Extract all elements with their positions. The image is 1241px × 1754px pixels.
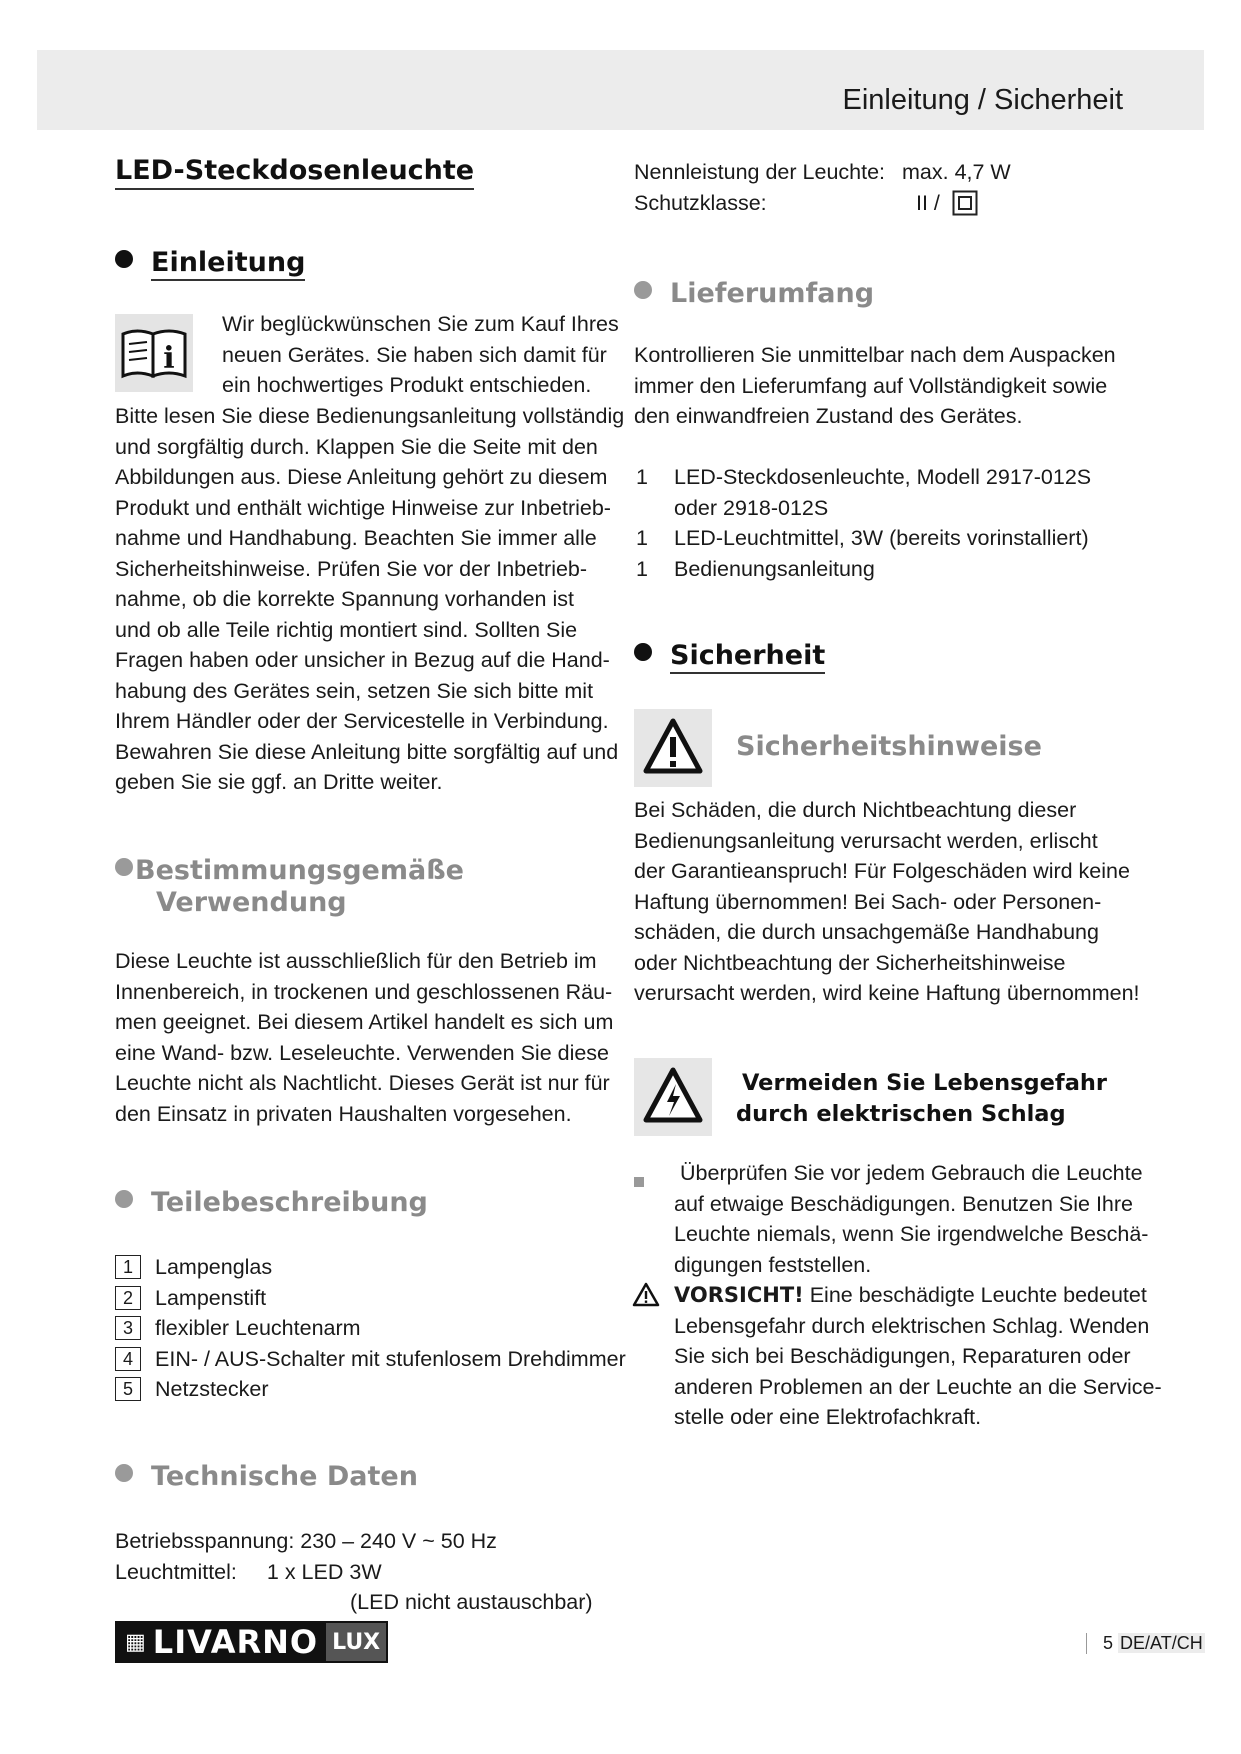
nennleistung-value: max. 4,7 W: [902, 160, 1011, 184]
section-heading-sicherheit: Sicherheit: [634, 640, 825, 671]
square-bullet-icon: [634, 1177, 644, 1187]
bullet-dot-icon: [115, 250, 133, 268]
list-item: 1 Lampenglas: [115, 1252, 626, 1283]
list-item: 2 Lampenstift: [115, 1283, 626, 1314]
list-item: 4 EIN- / AUS-Schalter mit stufenlosem Drehdimmer: [115, 1344, 626, 1375]
livarno-lux-logo: ▦ LIVARNO LUX: [115, 1621, 388, 1663]
spannung-value: 230 – 240 V ~ 50 Hz: [300, 1529, 497, 1553]
verwendung-body: Diese Leuchte ist ausschließlich für den Betrieb im Innenbereich, in trockenen und geschlossenen Räu- men geeignet. Bei diesem Artikel handelt es sich um eine Wand- bzw. Leseleuchte. Verwenden Sie diese Leuchte nicht als Nachtlicht. Dieses Gerät ist nur für den Einsatz in privaten Haushalten vorgesehen.: [115, 949, 614, 1126]
bullet-dot-icon: [634, 643, 652, 661]
protection-class-ii-icon: [952, 190, 978, 216]
nennleistung-label: Nennleistung der Leuchte:: [634, 160, 886, 184]
svg-text:i: i: [163, 341, 175, 376]
page-header-title: Einleitung / Sicherheit: [842, 84, 1123, 116]
list-item: 1 Bedienungsanleitung: [636, 556, 875, 581]
page-number: 5 DE/AT/CH: [1086, 1633, 1205, 1654]
leuchtmittel-note: (LED nicht austauschbar): [350, 1590, 593, 1614]
section-heading-teile: Teilebeschreibung: [115, 1187, 428, 1218]
schutzklasse-label: Schutzklasse:: [634, 190, 767, 215]
leuchtmittel-label: Leuchtmittel:: [115, 1559, 237, 1584]
list-item: 1 LED-Leuchtmittel, 3W (bereits vorinstalliert): [636, 526, 1089, 550]
document-title: LED-Steckdosenleuchte: [115, 155, 474, 190]
sicherheitshinweise-body: Bei Schäden, die durch Nichtbeachtung dieser Bedienungsanleitung verursacht werden, erlischt der Garantieanspruch! Für Folgeschäden wird keine Haftung übernommen! Bei Sach- oder Personen- schäden, die durch unsachgemäße Handhabung oder Nichtbeachtung der Sicherheitshinweise verursacht werden, wird keine Haftung übernommen!: [634, 798, 1140, 1005]
list-item: 5 Netzstecker: [115, 1374, 626, 1405]
specs-continued: [634, 157, 1011, 218]
bullet-dot-icon: [115, 1464, 133, 1482]
bullet-dot-icon: [115, 1190, 133, 1208]
bullet-dot-icon: [115, 858, 133, 876]
vorsicht-label: VORSICHT!: [674, 1283, 804, 1307]
section-heading-einleitung: Einleitung: [115, 247, 305, 278]
technische-daten-body: [115, 1526, 595, 1618]
section-heading-lieferumfang: Lieferumfang: [634, 278, 874, 309]
spannung-label: Betriebsspannung:: [115, 1529, 295, 1553]
vorsicht-text: VORSICHT! Eine beschädigte Leuchte bedeutet Lebensgefahr durch elektrischen Schlag. Wenden Sie sich bei Beschädigungen, Reparaturen oder anderen Problemen an der Leuchte an die Service- stelle oder eine Elektrofachkraft.: [674, 1283, 1162, 1429]
einleitung-body: Bitte lesen Sie diese Bedienungsanleitung vollständig und sorgfältig durch. Klappen Sie die Seite mit den Abbildungen aus. Diese Anleitung gehört zu diesem Produkt und enthält wichtige Hinweise zur Inbetrieb- nahme und Handhabung. Beachten Sie immer alle Sicherheitshinweise. Prüfen Sie vor der Inbetrieb- nahme, ob die korrekte Spannung vorhanden ist und ob alle Teile richtig montiert sind. Sollten Sie Fragen haben oder unsicher in Bezug auf die Hand- habung des Gerätes sein, setzen Sie sich bitte mit Ihrem Händler oder der Servicestelle in Verbindung. Bewahren Sie diese Anleitung bitte sorgfältig auf und geben Sie sie ggf. an Dritte weiter.: [115, 404, 625, 794]
list-item: 3 flexibler Leuchtenarm: [115, 1313, 626, 1344]
electric-shock-warning-icon: [634, 1058, 712, 1136]
safety-bullet-text: Überprüfen Sie vor jedem Gebrauch die Leuchte auf etwaige Beschädigungen. Benutzen Sie Ihre Leuchte niemals, wenn Sie irgendwelche Beschä- digungen feststellen.: [674, 1161, 1149, 1277]
warning-triangle-icon: [634, 709, 712, 787]
info-book-icon: [115, 314, 193, 392]
subheading-sicherheitshinweise: Sicherheitshinweise: [736, 731, 1042, 762]
lieferumfang-body: Kontrollieren Sie unmittelbar nach dem Auspacken immer den Lieferumfang auf Vollständigkeit sowie den einwandfreien Zustand des Gerätes.: [634, 343, 1116, 428]
subheading-lebensgefahr: Vermeiden Sie Lebensgefahr durch elektrischen Schlag: [736, 1070, 1108, 1127]
leuchtmittel-value: 1 x LED 3W: [266, 1559, 382, 1584]
section-heading-technische-daten: Technische Daten: [115, 1461, 418, 1492]
bullet-dot-icon: [634, 281, 652, 299]
bullet-marker: [634, 1172, 644, 1191]
schutzklasse-value: II /: [916, 190, 940, 215]
lieferumfang-list: [634, 462, 1091, 584]
list-item-continuation: oder 2918-012S: [674, 495, 829, 520]
logo-mark-icon: ▦: [125, 1629, 147, 1655]
einleitung-intro: Wir beglückwünschen Sie zum Kauf Ihres neuen Gerätes. Sie haben sich damit für ein hochwertiges Produkt entschieden.: [222, 312, 619, 397]
list-item: 1 LED-Steckdosenleuchte, Modell 2917-012S: [636, 465, 1092, 489]
section-heading-verwendung: Bestimmungsgemäße Verwendung: [115, 855, 464, 919]
parts-list: [115, 1252, 626, 1405]
small-warning-triangle-icon: [632, 1282, 660, 1312]
